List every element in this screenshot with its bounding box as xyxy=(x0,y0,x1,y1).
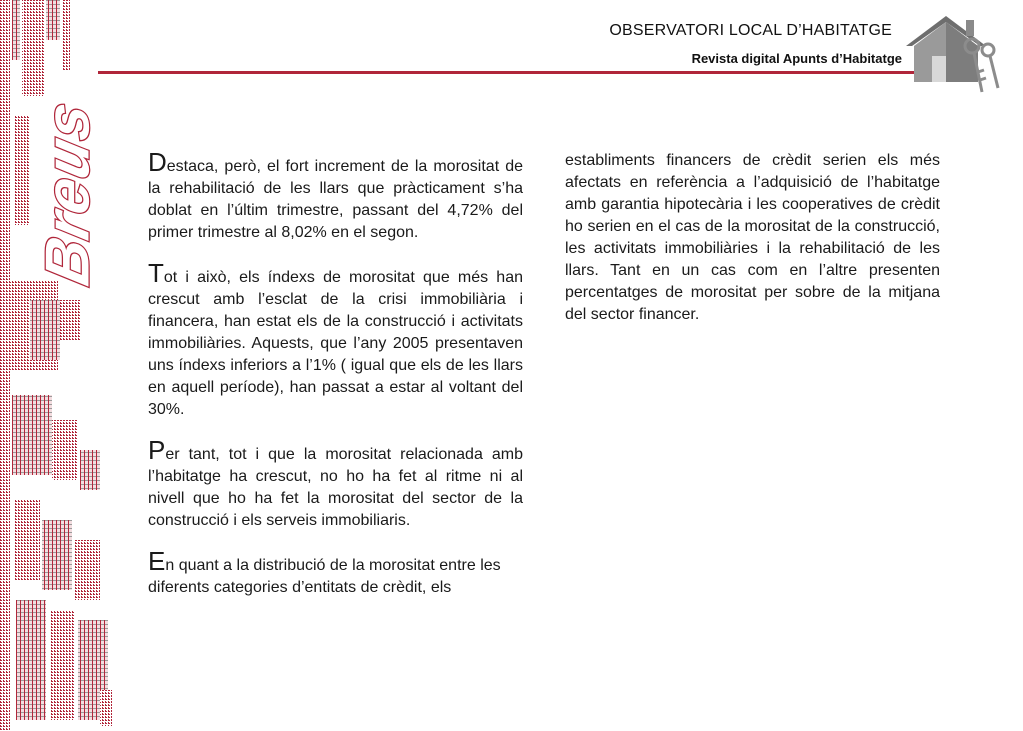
drop-cap: D xyxy=(148,147,167,177)
article-paragraph xyxy=(148,435,523,532)
paragraph-text: estaca, però, el fort increment de la morositat de la rehabilitació de les llars que pràcticament s’ha doblat en l’últim trimestre, passant del 4,72% del primer trimestre al 8,02% en el segon. xyxy=(148,158,523,241)
drop-cap: P xyxy=(148,435,166,465)
paragraph-text: er tant, tot i que la morositat relacionada amb l’habitatge ha crescut, no ho ha fet al ritme ni al nivell que ho ha fet la morositat del sector de la construcció i els serveis immobiliaris. xyxy=(148,446,523,529)
publication-title: OBSERVATORI LOCAL D’HABITATGE xyxy=(609,22,892,39)
drop-cap: T xyxy=(148,258,164,288)
article-column-left xyxy=(148,147,523,618)
paragraph-text: n quant a la distribució de la morositat entre les diferents categories d’entitats de crèdit, els xyxy=(148,557,501,596)
side-banner xyxy=(33,95,103,291)
header-divider xyxy=(98,71,978,74)
article-paragraph: establiments financers de crèdit serien els més afectats en referència a l’adquisició de l’habitatge amb garantia hipotecària i les cooperatives de crèdit ho serien en el cas de la morositat de la construcció, les activitats immobiliàries i la rehabilitació de les llars. Tant en un cas com en l’altre presenten percentatges de morositat per sobre de la mitjana del sector financer. xyxy=(565,152,940,323)
article-paragraph xyxy=(148,258,523,421)
drop-cap: E xyxy=(148,546,166,576)
article-paragraph xyxy=(148,147,523,244)
paragraph-text: ot i això, els índexs de morositat que més han crescut amb l’esclat de la crisi immobiliària i financera, han estat els de la construcció i activitats immobiliàries. Aquests, que l’any 2005 presentaven uns índexs inferiors a l’1% ( igual que els de les llars en aquell període), han passat a estar al voltant del 30%. xyxy=(148,269,523,418)
side-banner-label: Breus xyxy=(33,95,103,291)
house-with-keys-icon xyxy=(902,10,1002,96)
article-paragraph xyxy=(148,546,523,599)
article-column-right xyxy=(565,150,940,326)
publication-subtitle: Revista digital Apunts d’Habitatge xyxy=(691,51,902,66)
